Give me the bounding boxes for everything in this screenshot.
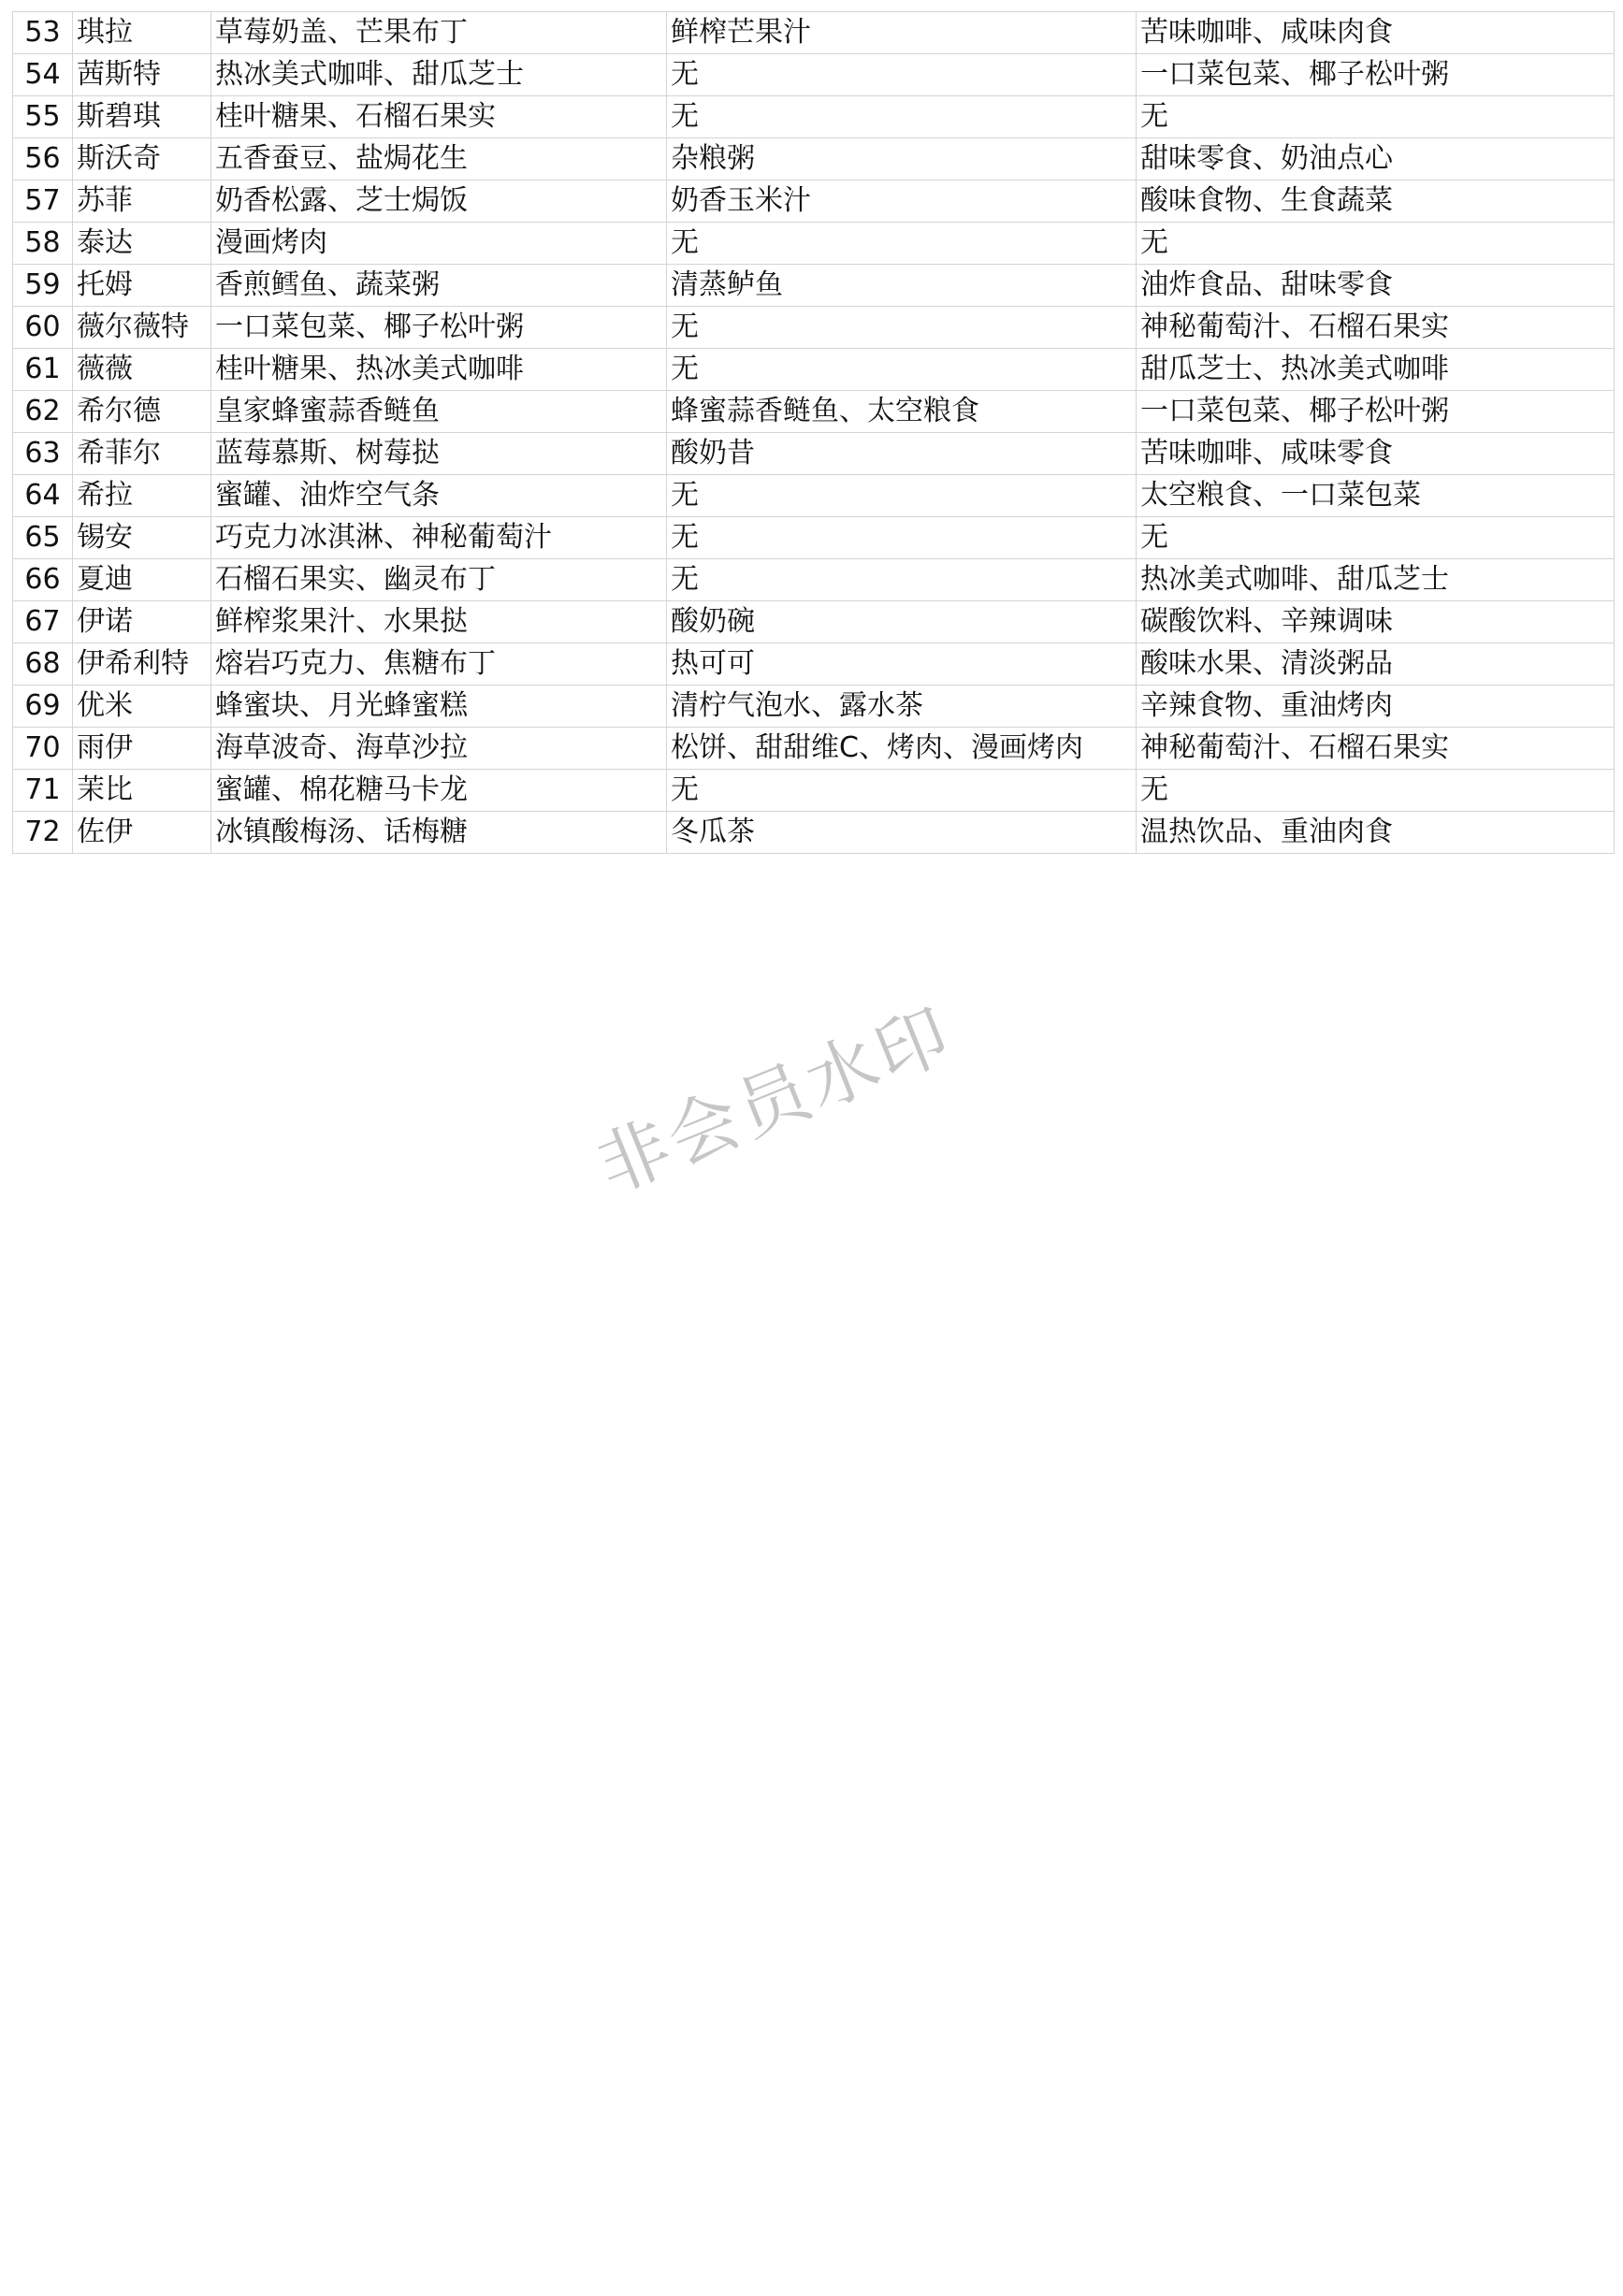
cell-name: 雨伊 [73,728,211,770]
cell-dislikes: 苦味咖啡、咸味零食 [1137,433,1615,475]
cell-likes: 一口菜包菜、椰子松叶粥 [211,307,667,349]
cell-dislikes: 酸味食物、生食蔬菜 [1137,181,1615,223]
table-row [13,812,1615,854]
cell-dislikes: 无 [1137,770,1615,812]
cell-name: 锡安 [73,517,211,559]
cell-likes: 蓝莓慕斯、树莓挞 [211,433,667,475]
cell-favorite: 奶香玉米汁 [667,181,1137,223]
cell-name: 茉比 [73,770,211,812]
cell-dislikes: 无 [1137,517,1615,559]
cell-dislikes: 无 [1137,223,1615,265]
cell-dislikes: 太空粮食、一口菜包菜 [1137,475,1615,517]
cell-dislikes: 甜瓜芝士、热冰美式咖啡 [1137,349,1615,391]
cell-id: 65 [13,517,73,559]
cell-likes: 蜜罐、油炸空气条 [211,475,667,517]
cell-likes: 海草波奇、海草沙拉 [211,728,667,770]
cell-name: 伊希利特 [73,643,211,686]
cell-id: 56 [13,138,73,181]
cell-id: 59 [13,265,73,307]
table-row [13,54,1615,96]
table-row [13,181,1615,223]
table-row [13,138,1615,181]
cell-name: 泰达 [73,223,211,265]
cell-dislikes: 热冰美式咖啡、甜瓜芝士 [1137,559,1615,601]
cell-name: 优米 [73,686,211,728]
cell-favorite: 杂粮粥 [667,138,1137,181]
cell-id: 62 [13,391,73,433]
table-body [13,12,1615,854]
cell-name: 琪拉 [73,12,211,54]
cell-id: 60 [13,307,73,349]
cell-favorite: 无 [667,54,1137,96]
cell-likes: 漫画烤肉 [211,223,667,265]
cell-dislikes: 油炸食品、甜味零食 [1137,265,1615,307]
cell-likes: 冰镇酸梅汤、话梅糖 [211,812,667,854]
cell-likes: 奶香松露、芝士焗饭 [211,181,667,223]
cell-likes: 蜜罐、棉花糖马卡龙 [211,770,667,812]
cell-id: 63 [13,433,73,475]
cell-likes: 蜂蜜块、月光蜂蜜糕 [211,686,667,728]
cell-dislikes: 无 [1137,96,1615,138]
cell-favorite: 热可可 [667,643,1137,686]
cell-name: 苏菲 [73,181,211,223]
cell-name: 伊诺 [73,601,211,643]
cell-dislikes: 辛辣食物、重油烤肉 [1137,686,1615,728]
cell-id: 57 [13,181,73,223]
cell-dislikes: 温热饮品、重油肉食 [1137,812,1615,854]
table-row [13,770,1615,812]
cell-likes: 香煎鳕鱼、蔬菜粥 [211,265,667,307]
cell-favorite: 无 [667,770,1137,812]
watermark: 非会员水印 [585,990,964,1209]
cell-favorite: 无 [667,475,1137,517]
cell-name: 茜斯特 [73,54,211,96]
table-row [13,559,1615,601]
cell-id: 58 [13,223,73,265]
cell-name: 斯碧琪 [73,96,211,138]
cell-id: 70 [13,728,73,770]
cell-id: 72 [13,812,73,854]
cell-name: 薇薇 [73,349,211,391]
table-row [13,433,1615,475]
cell-dislikes: 一口菜包菜、椰子松叶粥 [1137,391,1615,433]
food-preference-table [12,11,1615,854]
cell-favorite: 无 [667,559,1137,601]
cell-id: 61 [13,349,73,391]
table-row [13,686,1615,728]
cell-id: 66 [13,559,73,601]
cell-favorite: 松饼、甜甜维C、烤肉、漫画烤肉 [667,728,1137,770]
table-row [13,475,1615,517]
cell-likes: 五香蚕豆、盐焗花生 [211,138,667,181]
cell-dislikes: 一口菜包菜、椰子松叶粥 [1137,54,1615,96]
table-row [13,391,1615,433]
cell-favorite: 冬瓜茶 [667,812,1137,854]
cell-dislikes: 酸味水果、清淡粥品 [1137,643,1615,686]
cell-name: 斯沃奇 [73,138,211,181]
table-row [13,265,1615,307]
cell-id: 55 [13,96,73,138]
cell-name: 希尔德 [73,391,211,433]
cell-favorite: 无 [667,517,1137,559]
cell-likes: 巧克力冰淇淋、神秘葡萄汁 [211,517,667,559]
cell-favorite: 酸奶碗 [667,601,1137,643]
cell-likes: 熔岩巧克力、焦糖布丁 [211,643,667,686]
cell-favorite: 鲜榨芒果汁 [667,12,1137,54]
table-row [13,728,1615,770]
cell-likes: 石榴石果实、幽灵布丁 [211,559,667,601]
cell-favorite: 无 [667,349,1137,391]
cell-name: 夏迪 [73,559,211,601]
cell-id: 53 [13,12,73,54]
cell-likes: 鲜榨浆果汁、水果挞 [211,601,667,643]
table-row [13,96,1615,138]
table-row [13,517,1615,559]
cell-favorite: 清蒸鲈鱼 [667,265,1137,307]
cell-likes: 热冰美式咖啡、甜瓜芝士 [211,54,667,96]
cell-name: 希菲尔 [73,433,211,475]
cell-likes: 桂叶糖果、热冰美式咖啡 [211,349,667,391]
cell-favorite: 蜂蜜蒜香鲢鱼、太空粮食 [667,391,1137,433]
cell-name: 薇尔薇特 [73,307,211,349]
table-row [13,601,1615,643]
table-row [13,12,1615,54]
cell-id: 64 [13,475,73,517]
cell-likes: 皇家蜂蜜蒜香鲢鱼 [211,391,667,433]
cell-dislikes: 甜味零食、奶油点心 [1137,138,1615,181]
cell-favorite: 无 [667,223,1137,265]
cell-id: 67 [13,601,73,643]
cell-favorite: 无 [667,96,1137,138]
table-row [13,643,1615,686]
cell-id: 54 [13,54,73,96]
cell-name: 托姆 [73,265,211,307]
cell-dislikes: 神秘葡萄汁、石榴石果实 [1137,728,1615,770]
cell-likes: 桂叶糖果、石榴石果实 [211,96,667,138]
cell-favorite: 酸奶昔 [667,433,1137,475]
cell-favorite: 无 [667,307,1137,349]
cell-id: 69 [13,686,73,728]
cell-dislikes: 碳酸饮料、辛辣调味 [1137,601,1615,643]
cell-likes: 草莓奶盖、芒果布丁 [211,12,667,54]
cell-id: 68 [13,643,73,686]
cell-id: 71 [13,770,73,812]
cell-dislikes: 神秘葡萄汁、石榴石果实 [1137,307,1615,349]
cell-name: 希拉 [73,475,211,517]
cell-favorite: 清柠气泡水、露水茶 [667,686,1137,728]
table-row [13,223,1615,265]
cell-dislikes: 苦味咖啡、咸味肉食 [1137,12,1615,54]
cell-name: 佐伊 [73,812,211,854]
table-row [13,349,1615,391]
table-row [13,307,1615,349]
